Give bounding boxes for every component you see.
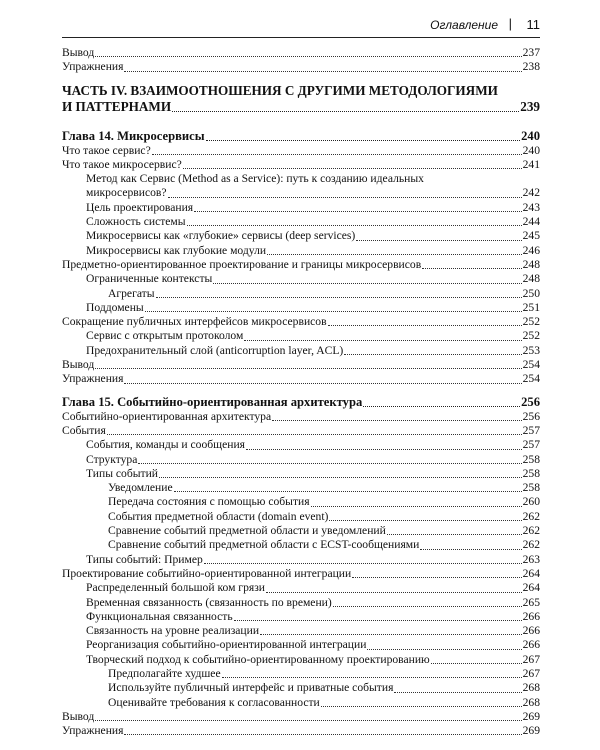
page-number: 237 [522,46,540,59]
toc-entry [62,653,540,667]
toc-entry [62,144,540,158]
page-number: 257 [522,423,540,437]
toc-entry [62,453,540,467]
entry-title: Микросервисы как глубокие модули [86,243,267,257]
entry-title: События предметной области (domain event) [108,509,329,523]
toc-entry [62,229,540,243]
toc-entry [62,510,540,524]
running-header [62,16,540,38]
header-page-number: 11 [526,17,540,32]
chapter-title: Глава 15. Событийно-ориентированная архитектура [62,394,363,409]
entry-title: Уведомление [108,481,173,495]
entry-title: Сравнение событий предметной области с ECST-сообщениями [108,538,420,552]
dot-leader [174,491,522,492]
dot-leader [266,592,522,593]
page-number: 262 [522,509,540,523]
entry-title: Упражнения [62,60,124,74]
entry-title: Ограниченные контексты [86,272,213,286]
entry-title: Творческий подход к событийно-ориентированному проектированию [86,652,430,666]
part-title-line2-row [62,99,540,115]
dot-leader [222,677,522,678]
toc-entry [62,624,540,638]
entry-title: Сокращение публичных интерфейсов микросервисов [62,315,327,329]
dot-leader [246,449,522,450]
toc-entry [62,424,540,438]
section-gap [62,387,540,395]
dot-leader [344,354,521,355]
entry-title-line2: микросервисов? [86,186,167,200]
entry-title: События, команды и сообщения [86,438,245,452]
dot-leader [356,240,521,241]
dot-leader [124,734,521,735]
entry-title: Сравнение событий предметной области и уведомлений [108,524,386,538]
entry-title: Агрегаты [108,286,155,300]
entry-title: Событийно-ориентированная архитектура [62,409,272,423]
page-number: 256 [522,409,540,423]
entry-title: Оценивайте требования к согласованности [108,695,320,709]
entry-title: Упражнения [62,372,124,386]
entry-title: Временная связанность (связанность по времени) [86,595,332,609]
entry-title: Цель проектирования [86,200,194,214]
page-number: 267 [522,652,540,666]
dot-leader [156,297,522,298]
entry-title: Реорганизация событийно-ориентированной интеграции [86,638,367,652]
toc-entry [62,272,540,286]
entry-title: Предполагайте худшее [108,666,221,680]
page-number: 269 [522,724,540,738]
toc-entry [62,538,540,552]
entry-title: Предметно-ориентированное проектирование и границы микросервисов [62,257,422,271]
dot-leader [124,71,521,72]
dot-leader [206,140,521,141]
page-number: 258 [522,452,540,466]
page-number: 256 [521,394,540,409]
entry-title: Поддомены [86,300,144,314]
toc-entry [62,158,540,172]
dot-leader [152,154,522,155]
page-number: 254 [522,358,540,372]
toc-entry [62,372,540,386]
dot-leader [145,311,522,312]
dot-leader [267,254,522,255]
page-number: 263 [522,552,540,566]
header-separator: | [508,16,512,31]
entry-title: Вывод [62,46,95,59]
entry-title: Что такое микросервис? [62,157,182,171]
header-title: Оглавление [430,18,498,32]
toc-entry [62,301,540,315]
dot-leader [187,225,522,226]
dot-leader [159,477,522,478]
page-number: 248 [522,272,540,286]
entry-title: Сервис с открытым протоколом [86,329,244,343]
entry-title: Распределенный большой ком грязи [86,581,265,595]
page-number: 262 [522,538,540,552]
entry-title: Функциональная связанность [86,609,233,623]
section-gap [62,121,540,129]
dot-leader [234,620,522,621]
page-number: 254 [522,372,540,386]
toc-entry [62,467,540,481]
toc-entry [62,344,540,358]
toc-entry [62,553,540,567]
entry-title: Связанность на уровне реализации [86,624,260,638]
toc-entry [62,567,540,581]
dot-leader [352,577,521,578]
page-number: 248 [522,257,540,271]
toc-entry [62,481,540,495]
entry-title: Вывод [62,358,95,372]
entry-title: Микросервисы как «глубокие» сервисы (deep services) [86,229,356,243]
page-number: 268 [522,695,540,709]
page-number: 246 [522,243,540,257]
dot-leader [95,56,521,57]
page-number: 243 [522,200,540,214]
dot-leader [172,111,519,112]
toc-entry [62,610,540,624]
dot-leader [213,283,521,284]
toc-entry [62,287,540,301]
toc-entry [62,172,540,201]
toc-entry [62,710,540,724]
toc-entry [62,329,540,343]
dot-leader [260,634,522,635]
toc-entry [62,495,540,509]
entry-title: Предохранительный слой (anticorruption layer, ACL) [86,343,344,357]
entry-title: Проектирование событийно-ориентированной интеграции [62,566,352,580]
toc-entry [62,244,540,258]
dot-leader [168,197,522,198]
entry-title: Сложность системы [86,215,186,229]
table-of-contents [62,46,540,738]
dot-leader [138,463,521,464]
dot-leader [367,649,521,650]
toc-entry [62,696,540,710]
dot-leader [95,368,521,369]
page-number: 268 [522,681,540,695]
toc-entry [62,410,540,424]
dot-leader [431,663,522,664]
dot-leader [194,211,521,212]
page-number: 252 [522,315,540,329]
entry-title: Передача состояния с помощью события [108,495,310,509]
page-number: 265 [522,595,540,609]
dot-leader [244,340,521,341]
dot-leader [387,534,522,535]
toc-entry [62,581,540,595]
dot-leader [328,325,522,326]
dot-leader [183,168,522,169]
dot-leader [272,420,521,421]
page-number: 240 [522,143,540,157]
page-number: 266 [522,609,540,623]
page-number: 267 [522,666,540,680]
page-number: 266 [522,638,540,652]
page-number: 260 [522,495,540,509]
dot-leader [333,606,522,607]
dot-leader [311,506,522,507]
part-title-line2: И ПАТТЕРНАМИ [62,98,172,114]
part-title-line1: ЧАСТЬ IV. ВЗАИМООТНОШЕНИЯ С ДРУГИМИ МЕТОДОЛОГИЯМИ [62,82,498,98]
dot-leader [394,692,521,693]
toc-entry [62,596,540,610]
dot-leader [124,383,521,384]
toc-chapter-entry [62,129,540,144]
section-gap [62,75,540,83]
page-number: 250 [522,286,540,300]
page-number: 264 [522,566,540,580]
entry-title-line2-row [86,186,540,200]
page-number: 258 [522,481,540,495]
toc-entry [62,315,540,329]
toc-entry [62,46,540,60]
toc-part-entry [62,83,540,115]
page-number: 245 [522,229,540,243]
page-number: 257 [522,438,540,452]
page-number: 242 [522,186,540,200]
page-number: 251 [522,300,540,314]
toc-entry [62,258,540,272]
page-number: 238 [522,60,540,74]
page-number: 258 [522,466,540,480]
entry-title: Вывод [62,709,95,723]
toc-chapter-entry [62,395,540,410]
toc-entry [62,438,540,452]
chapter-title: Глава 14. Микросервисы [62,128,205,143]
dot-leader [204,563,522,564]
page-number: 244 [522,215,540,229]
page-number: 264 [522,581,540,595]
dot-leader [420,549,521,550]
entry-title: Используйте публичный интерфейс и приватные события [108,681,394,695]
header-rule [62,37,540,38]
page-number: 240 [521,128,540,143]
dot-leader [321,706,522,707]
page-number: 241 [522,157,540,171]
dot-leader [95,720,521,721]
page-number: 266 [522,624,540,638]
toc-entry [62,215,540,229]
dot-leader [363,406,520,407]
toc-entry [62,60,540,74]
toc-entry [62,724,540,738]
toc-entry [62,638,540,652]
page-number: 253 [522,343,540,357]
entry-title: Типы событий [86,466,158,480]
toc-entry [62,358,540,372]
page-number: 269 [522,709,540,723]
entry-title: Упражнения [62,724,124,738]
dot-leader [107,434,522,435]
dot-leader [422,268,521,269]
toc-entry [62,201,540,215]
toc-entry [62,524,540,538]
entry-title: Структура [86,452,138,466]
page-number: 262 [522,524,540,538]
entry-title: Что такое сервис? [62,143,151,157]
dot-leader [329,520,521,521]
page-number: 252 [522,329,540,343]
entry-title: События [62,423,106,437]
entry-title: Типы событий: Пример [86,552,203,566]
page-number: 239 [520,98,540,114]
entry-title-line1: Метод как Сервис (Method as a Service): путь к созданию идеальных [86,172,424,186]
toc-entry [62,667,540,681]
toc-entry [62,681,540,695]
